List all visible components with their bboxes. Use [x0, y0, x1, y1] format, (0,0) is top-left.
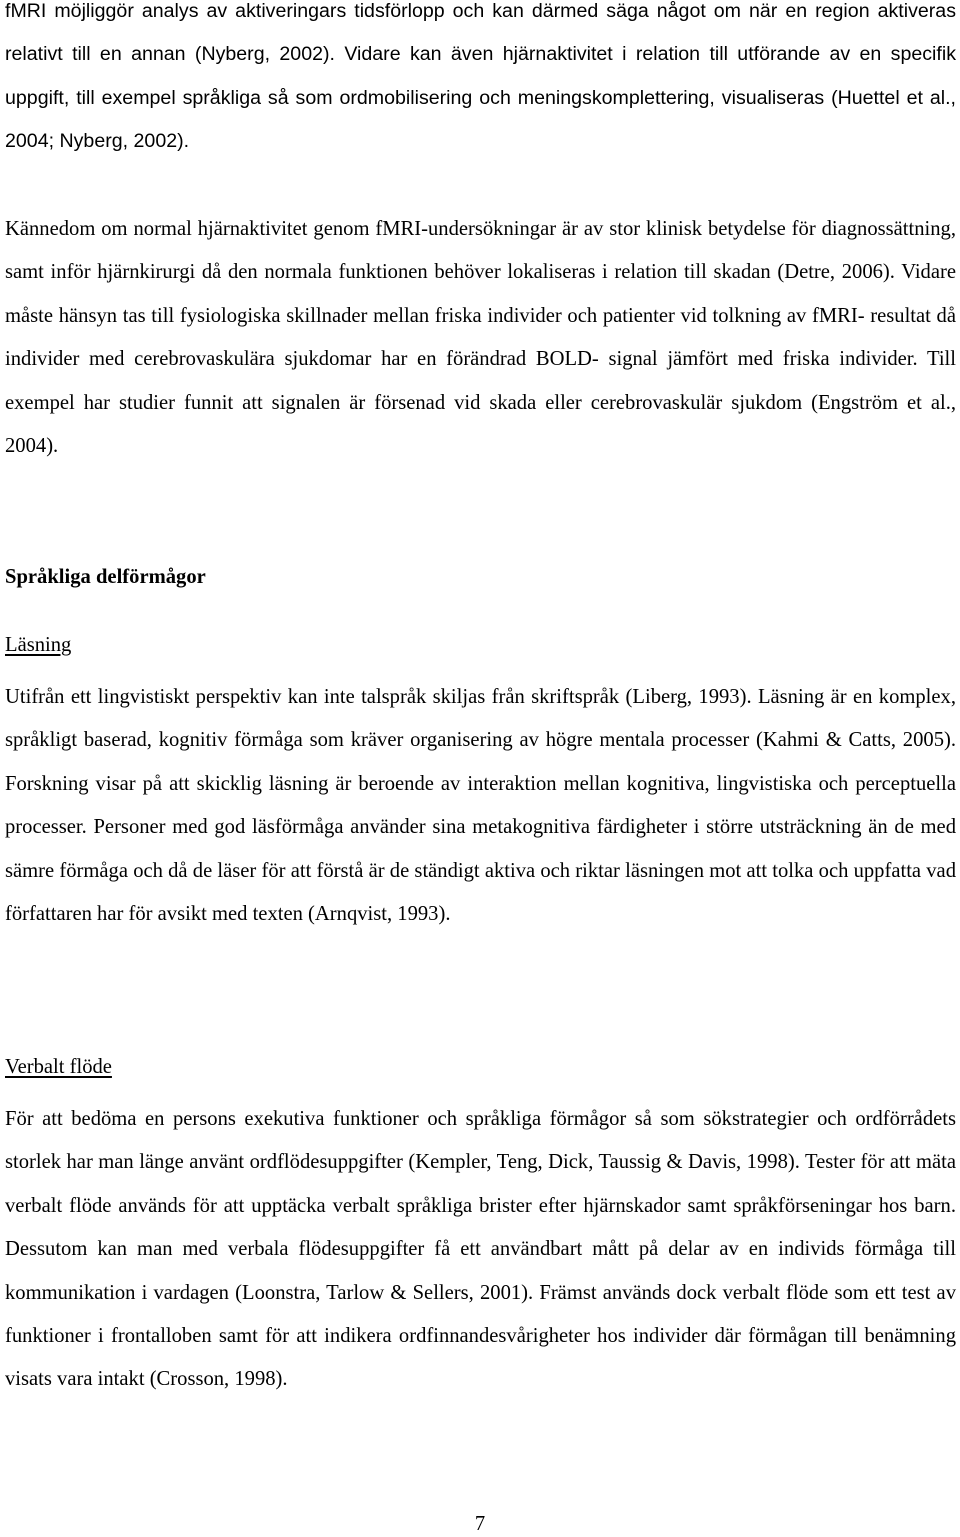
paragraph-verbal-fluency: För att bedöma en persons exekutiva funktioner och språkliga förmågor så som sökstrategier och ordförrådets storlek har man länge använt ordflödesuppgifter (Kempler, Teng, Dick, Taussig & Davis, 1998). Tester för att mäta verbalt flöde används för att upptäcka verbalt språkliga brister efter hjärnskador samt språkförseningar hos barn. Dessutom kan man med verbala flödesuppgifter få ett användbart mått på delar av en individs förmåga till kommunikation i vardagen (Loonstra, Tarlow & Sellers, 2001). Främst används dock verbalt flöde som ett test av funktioner i frontalloben samt för att indikera ordfinnandesvårigheter hos individer där förmågan till benämning visats vara intakt (Crosson, 1998).	[5, 1108, 956, 1391]
subheading-reading: Läsning	[5, 634, 72, 656]
section-heading-language-subskills: Språkliga delförmågor	[5, 566, 206, 588]
page-number: 7	[474, 1513, 486, 1535]
paragraph-clinical-importance: Kännedom om normal hjärnaktivitet genom fMRI-undersökningar är av stor klinisk betydelse för diagnossättning, samt inför hjärnkirurgi då den normala funktionen behöver lokaliseras i relation till skadan (Detre, 2006). Vidare måste hänsyn tas till fysiologiska skillnader mellan friska individer och patienter vid tolkning av fMRI- resultat då individer med cerebrovaskulära sjukdomar har en förändrad BOLD- signal jämfört med friska individer. Till exempel har studier funnit att signalen är försenad vid skada eller cerebrovaskulär sjukdom (Engström et al., 2004).	[5, 218, 956, 458]
subheading-verbal-fluency: Verbalt flöde	[5, 1056, 112, 1078]
paragraph-reading: Utifrån ett lingvistiskt perspektiv kan inte talspråk skiljas från skriftspråk (Liberg, 1993). Läsning är en komplex, språkligt baserad, kognitiv förmåga som kräver organisering av högre mentala processer (Kahmi & Catts, 2005). Forskning visar på att skicklig läsning är beroende av interaktion mellan kognitiva, lingvistiska och perceptuella processer. Personer med god läsförmåga använder sina metakognitiva färdigheter i större utsträckning än de med sämre förmåga och då de läser för att förstå är de ständigt aktiva och riktar läsningen mot att tolka och uppfatta vad författaren har för avsikt med texten (Arnqvist, 1993).	[5, 686, 956, 926]
paragraph-fmri-timing: fMRI möjliggör analys av aktiveringars tidsförlopp och kan därmed säga något om när en region aktiveras relativt till en annan (Nyberg, 2002). Vidare kan även hjärnaktivitet i relation till utförande av en specifik uppgift, till exempel språkliga så som ordmobilisering och meningskomplettering, visualiseras (Huettel et al., 2004; Nyberg, 2002).	[5, 0, 956, 153]
